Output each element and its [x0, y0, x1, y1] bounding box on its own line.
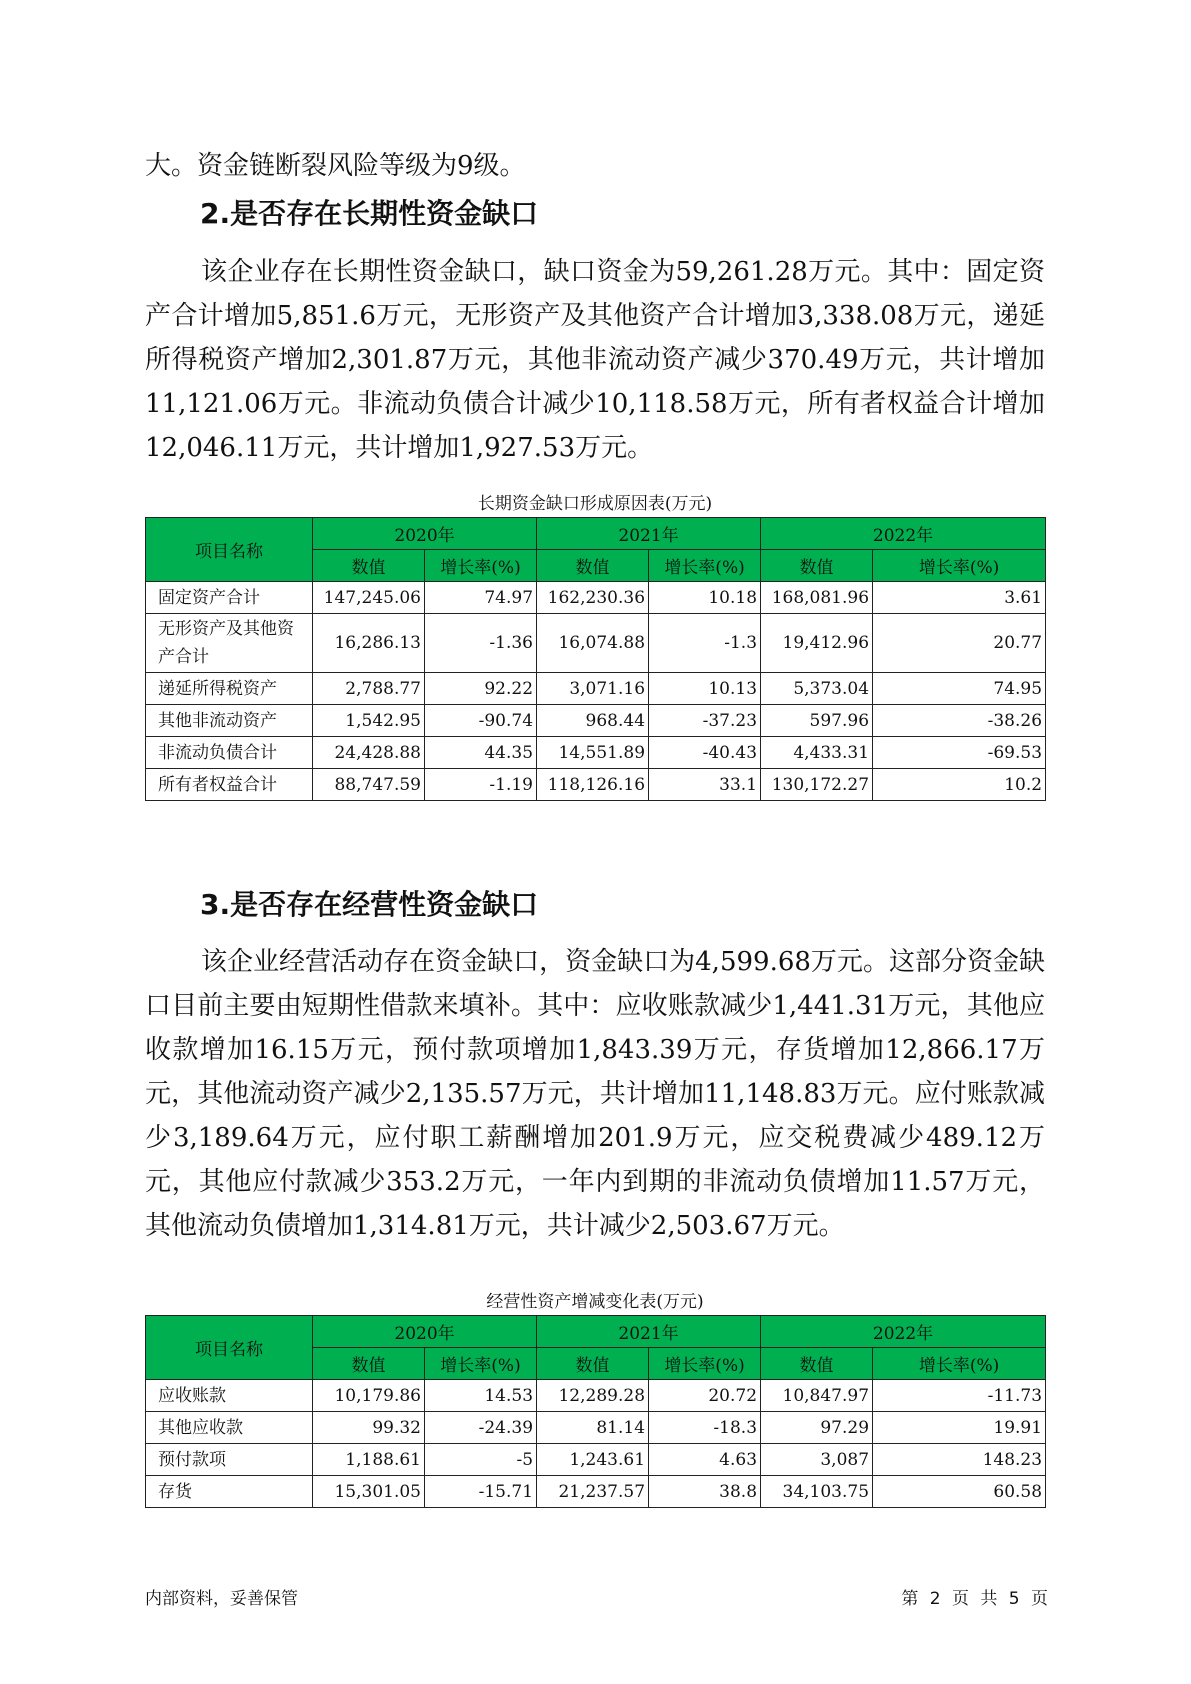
cell-2021-growth: -18.3 — [649, 1412, 761, 1444]
table-row — [146, 737, 1046, 769]
cell-2020-growth: -1.19 — [425, 769, 537, 801]
cell-2022-value: 3,087 — [761, 1444, 873, 1476]
table-row — [146, 582, 1046, 614]
cell-2021-value: 81.14 — [537, 1412, 649, 1444]
table-subheader-growth: 增长率(%) — [425, 550, 537, 582]
table-subheader-growth: 增长率(%) — [873, 1348, 1046, 1380]
cell-2022-value: 97.29 — [761, 1412, 873, 1444]
cell-2020-growth: -90.74 — [425, 705, 537, 737]
cell-2022-growth: 60.58 — [873, 1476, 1046, 1508]
cell-2020-value: 1,542.95 — [313, 705, 425, 737]
cell-2020-value: 10,179.86 — [313, 1380, 425, 1412]
table-subheader-value: 数值 — [313, 1348, 425, 1380]
section3-paragraph: 该企业经营活动存在资金缺口，资金缺口为4,599.68万元。这部分资金缺口目前主要由短期性借款来填补。其中：应收账款减少1,441.31万元，其他应收款增加16.15万元，预付款项增加1,843.39万元，存货增加12,866.17万元，其他流动资产减少2,135.57万元，共计增加11,148.83万元。应付账款减少3,189.64万元，应付职工薪酬增加201.9万元，应交税费减少489.12万元，其他应付款减少353.2万元，一年内到期的非流动负债增加11.57万元，其他流动负债增加1,314.81万元，共计减少2,503.67万元。 — [145, 947, 1045, 1241]
cell-2022-growth: 20.77 — [873, 614, 1046, 673]
cell-2022-growth: 3.61 — [873, 582, 1046, 614]
table-header-year: 2022年 — [761, 1316, 1046, 1348]
cell-2022-value: 19,412.96 — [761, 614, 873, 673]
cell-2021-growth: 10.13 — [649, 673, 761, 705]
cell-2021-value: 14,551.89 — [537, 737, 649, 769]
row-item-name: 其他非流动资产 — [146, 705, 313, 737]
cell-2022-value: 168,081.96 — [761, 582, 873, 614]
cell-2021-value: 118,126.16 — [537, 769, 649, 801]
cell-2020-value: 147,245.06 — [313, 582, 425, 614]
cell-2020-value: 88,747.59 — [313, 769, 425, 801]
cell-2021-value: 1,243.61 — [537, 1444, 649, 1476]
table-subheader-value: 数值 — [313, 550, 425, 582]
cell-2020-growth: 74.97 — [425, 582, 537, 614]
cell-2020-growth: 14.53 — [425, 1380, 537, 1412]
cell-2022-growth: -69.53 — [873, 737, 1046, 769]
cell-2020-growth: -15.71 — [425, 1476, 537, 1508]
cell-2021-value: 12,289.28 — [537, 1380, 649, 1412]
cell-2020-value: 1,188.61 — [313, 1444, 425, 1476]
row-item-name: 固定资产合计 — [146, 582, 313, 614]
cell-2022-growth: 74.95 — [873, 673, 1046, 705]
cell-2021-value: 3,071.16 — [537, 673, 649, 705]
table-row — [146, 1444, 1046, 1476]
table-header-year: 2020年 — [313, 518, 537, 550]
cell-2020-growth: -1.36 — [425, 614, 537, 673]
table-header-year: 2022年 — [761, 518, 1046, 550]
cell-2022-growth: -38.26 — [873, 705, 1046, 737]
cell-2020-value: 15,301.05 — [313, 1476, 425, 1508]
table-subheader-value: 数值 — [537, 1348, 649, 1380]
cell-2021-value: 162,230.36 — [537, 582, 649, 614]
cell-2021-growth: 4.63 — [649, 1444, 761, 1476]
table-subheader-growth: 增长率(%) — [425, 1348, 537, 1380]
footer-confidential-note: 内部资料，妥善保管 — [145, 1589, 298, 1609]
row-item-name: 非流动负债合计 — [146, 737, 313, 769]
cell-2021-growth: -37.23 — [649, 705, 761, 737]
cell-2022-value: 5,373.04 — [761, 673, 873, 705]
cell-2021-growth: -1.3 — [649, 614, 761, 673]
cell-2021-value: 968.44 — [537, 705, 649, 737]
table-row — [146, 769, 1046, 801]
table-subheader-value: 数值 — [761, 1348, 873, 1380]
cell-2020-growth: -5 — [425, 1444, 537, 1476]
operating-assets-table — [145, 1315, 1046, 1508]
table-row — [146, 1380, 1046, 1412]
cell-2020-growth: 44.35 — [425, 737, 537, 769]
cell-2020-value: 2,788.77 — [313, 673, 425, 705]
long-term-table-caption: 长期资金缺口形成原因表(万元) — [477, 494, 713, 514]
cell-2021-growth: -40.43 — [649, 737, 761, 769]
cell-2021-value: 21,237.57 — [537, 1476, 649, 1508]
table-subheader-growth: 增长率(%) — [649, 550, 761, 582]
cell-2022-value: 130,172.27 — [761, 769, 873, 801]
section1-tail-text: 大。资金链断裂风险等级为9级。 — [145, 151, 526, 181]
table-row — [146, 1476, 1046, 1508]
table-subheader-value: 数值 — [761, 550, 873, 582]
cell-2022-value: 4,433.31 — [761, 737, 873, 769]
row-item-name: 递延所得税资产 — [146, 673, 313, 705]
cell-2021-growth: 20.72 — [649, 1380, 761, 1412]
section2-paragraph: 该企业存在长期性资金缺口，缺口资金为59,261.28万元。其中：固定资产合计增加5,851.6万元，无形资产及其他资产合计增加3,338.08万元，递延所得税资产增加2,301.87万元，其他非流动资产减少370.49万元，共计增加11,121.06万元。非流动负债合计减少10,118.58万元，所有者权益合计增加12,046.11万元，共计增加1,927.53万元。 — [145, 257, 1045, 463]
table-header-year: 2021年 — [537, 518, 761, 550]
row-item-name: 所有者权益合计 — [146, 769, 313, 801]
cell-2022-value: 34,103.75 — [761, 1476, 873, 1508]
cell-2022-value: 10,847.97 — [761, 1380, 873, 1412]
cell-2022-value: 597.96 — [761, 705, 873, 737]
cell-2021-growth: 38.8 — [649, 1476, 761, 1508]
cell-2020-value: 99.32 — [313, 1412, 425, 1444]
cell-2022-growth: -11.73 — [873, 1380, 1046, 1412]
cell-2021-growth: 10.18 — [649, 582, 761, 614]
table-subheader-growth: 增长率(%) — [873, 550, 1046, 582]
table-row — [146, 705, 1046, 737]
long-term-gap-table — [145, 517, 1046, 801]
cell-2021-growth: 33.1 — [649, 769, 761, 801]
cell-2020-value: 16,286.13 — [313, 614, 425, 673]
table-header-year: 2021年 — [537, 1316, 761, 1348]
row-item-name: 其他应收款 — [146, 1412, 313, 1444]
footer-page-number: 第 2 页 共 5 页 — [901, 1589, 1048, 1609]
operating-table-caption: 经营性资产增减变化表(万元) — [486, 1292, 704, 1312]
row-item-name: 预付款项 — [146, 1444, 313, 1476]
cell-2020-growth: 92.22 — [425, 673, 537, 705]
table-header-item-name: 项目名称 — [146, 1316, 313, 1380]
row-item-name: 应收账款 — [146, 1380, 313, 1412]
section3-heading: 3.是否存在经营性资金缺口 — [200, 888, 539, 921]
table-subheader-growth: 增长率(%) — [649, 1348, 761, 1380]
section2-heading: 2.是否存在长期性资金缺口 — [200, 197, 539, 230]
table-row — [146, 673, 1046, 705]
cell-2022-growth: 10.2 — [873, 769, 1046, 801]
table-header-item-name: 项目名称 — [146, 518, 313, 582]
row-item-name: 无形资产及其他资产合计 — [146, 614, 313, 673]
cell-2020-growth: -24.39 — [425, 1412, 537, 1444]
cell-2022-growth: 148.23 — [873, 1444, 1046, 1476]
row-item-name: 存货 — [146, 1476, 313, 1508]
table-subheader-value: 数值 — [537, 550, 649, 582]
cell-2022-growth: 19.91 — [873, 1412, 1046, 1444]
table-row — [146, 614, 1046, 673]
cell-2021-value: 16,074.88 — [537, 614, 649, 673]
cell-2020-value: 24,428.88 — [313, 737, 425, 769]
table-header-year: 2020年 — [313, 1316, 537, 1348]
table-row — [146, 1412, 1046, 1444]
